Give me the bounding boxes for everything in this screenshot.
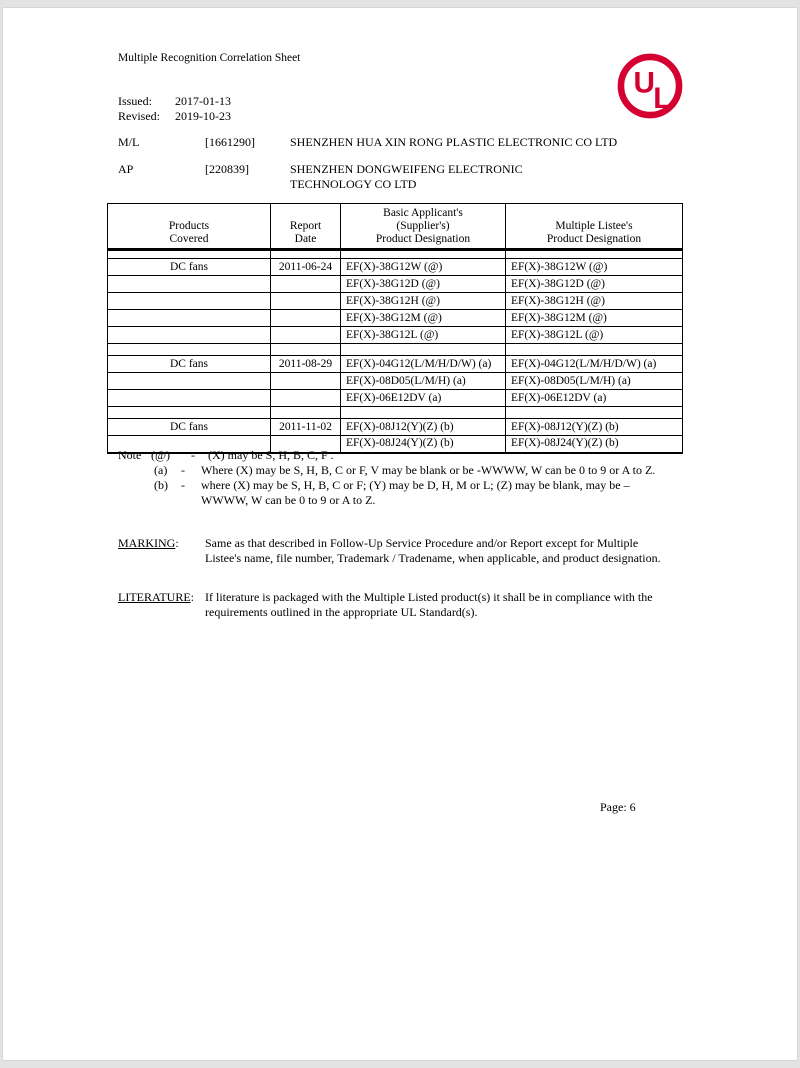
marking-section <box>118 536 668 566</box>
ml-party-row <box>118 135 650 150</box>
page-title: Multiple Recognition Correlation Sheet <box>118 52 301 64</box>
table-separator-row <box>108 344 683 356</box>
note-dash: - <box>191 448 195 462</box>
ap-company-name-line2: TECHNOLOGY CO LTD <box>290 177 417 191</box>
issued-row <box>118 94 231 109</box>
literature-section <box>118 590 668 620</box>
products-covered-cell: DC fans <box>108 356 271 373</box>
ul-logo-icon <box>616 53 684 119</box>
ml-file-number: [1661290] <box>205 135 255 149</box>
supplier-designation-cell: EF(X)-04G12(L/M/H/D/W) (a) <box>341 356 506 373</box>
table-separator-row <box>108 407 683 419</box>
supplier-designation-cell: EF(X)-08J24(Y)(Z) (b) <box>341 436 506 453</box>
parties-block <box>118 135 650 204</box>
issued-label: Issued: <box>118 94 152 108</box>
table-header-row <box>108 204 683 250</box>
listee-designation-cell: EF(X)-04G12(L/M/H/D/W) (a) <box>506 356 683 373</box>
ap-code: AP <box>118 162 134 176</box>
document-page <box>3 8 797 1060</box>
listee-designation-cell: EF(X)-08D05(L/M/H) (a) <box>506 373 683 390</box>
note-symbol: (@) <box>151 448 171 462</box>
revised-date: 2019-10-23 <box>175 109 231 123</box>
ap-company-name-line1: SHENZHEN DONGWEIFENG ELECTRONIC <box>290 162 523 176</box>
literature-label: LITERATURE: <box>118 590 194 604</box>
supplier-designation-cell: EF(X)-08D05(L/M/H) (a) <box>341 373 506 390</box>
note-b-line <box>118 478 678 508</box>
table-row <box>108 276 683 293</box>
listee-designation-cell: EF(X)-38G12W (@) <box>506 259 683 276</box>
page-number: Page: 6 <box>600 800 636 814</box>
supplier-designation-cell: EF(X)-06E12DV (a) <box>341 390 506 407</box>
report-date-cell: 2011-11-02 <box>271 419 341 436</box>
revised-row <box>118 109 231 124</box>
ap-party-row <box>118 162 650 192</box>
note-at-line <box>118 448 678 463</box>
table-row <box>108 327 683 344</box>
report-date-cell: 2011-08-29 <box>271 356 341 373</box>
note-label: Note <box>118 448 142 462</box>
ml-company-name-line1: SHENZHEN HUA XIN RONG PLASTIC ELECTRONIC CO LTD <box>290 135 618 149</box>
column-header-listee-designation: Multiple Listee's Product Designation <box>506 204 683 250</box>
note-a-line <box>118 463 678 478</box>
revised-label: Revised: <box>118 109 160 123</box>
note-text: (X) may be S, H, B, C, F . <box>208 448 334 462</box>
table-row <box>108 356 683 373</box>
notes-block <box>118 448 678 508</box>
column-header-report-date: Report Date <box>271 204 341 250</box>
note-a-label: (a) <box>154 463 168 477</box>
supplier-designation-cell: EF(X)-38G12D (@) <box>341 276 506 293</box>
listee-designation-cell: EF(X)-06E12DV (a) <box>506 390 683 407</box>
literature-text: If literature is packaged with the Multiple Listed product(s) it shall be in compliance with the requirements outlined in the appropriate UL Standard(s). <box>205 590 653 619</box>
ml-company-name <box>290 135 650 150</box>
correlation-table <box>107 203 683 454</box>
ap-company-name <box>290 162 650 192</box>
listee-designation-cell: EF(X)-08J24(Y)(Z) (b) <box>506 436 683 453</box>
ul-logo-letter-u: U <box>633 66 655 100</box>
note-b-label: (b) <box>154 478 168 492</box>
report-date-cell: 2011-06-24 <box>271 259 341 276</box>
table-row <box>108 259 683 276</box>
ul-logo-svg <box>616 53 684 119</box>
listee-designation-cell: EF(X)-38G12H (@) <box>506 293 683 310</box>
supplier-designation-cell: EF(X)-38G12W (@) <box>341 259 506 276</box>
supplier-designation-cell: EF(X)-38G12H (@) <box>341 293 506 310</box>
marking-label: MARKING: <box>118 536 179 550</box>
listee-designation-cell: EF(X)-38G12L (@) <box>506 327 683 344</box>
column-header-supplier-designation: Basic Applicant's (Supplier's) Product Designation <box>341 204 506 250</box>
table-row <box>108 293 683 310</box>
note-a-dash: - <box>181 463 185 477</box>
products-covered-cell: DC fans <box>108 419 271 436</box>
note-b-dash: - <box>181 478 185 492</box>
table-row <box>108 390 683 407</box>
note-a-text: Where (X) may be S, H, B, C or F, V may be blank or be -WWWW, W can be 0 to 9 or A to Z. <box>201 463 656 477</box>
ap-file-number: [220839] <box>205 162 249 176</box>
listee-designation-cell: EF(X)-08J12(Y)(Z) (b) <box>506 419 683 436</box>
listee-designation-cell: EF(X)-38G12M (@) <box>506 310 683 327</box>
ml-code: M/L <box>118 135 140 149</box>
issue-revision-block <box>118 94 231 124</box>
table-row <box>108 373 683 390</box>
products-covered-cell: DC fans <box>108 259 271 276</box>
table-row <box>108 310 683 327</box>
table-spacer-row <box>108 250 683 259</box>
ul-logo-letter-l: L <box>653 81 672 115</box>
supplier-designation-cell: EF(X)-38G12M (@) <box>341 310 506 327</box>
marking-text: Same as that described in Follow-Up Service Procedure and/or Report except for Multiple Listee's name, file number, Trademark / Tradename, when applicable, and product designation. <box>205 536 661 565</box>
note-b-text: where (X) may be S, H, B, C or F; (Y) may be D, H, M or L; (Z) may be blank, may be –WWWW, W can be 0 to 9 or A to Z. <box>201 478 630 507</box>
supplier-designation-cell: EF(X)-08J12(Y)(Z) (b) <box>341 419 506 436</box>
table-row <box>108 419 683 436</box>
column-header-products-covered: Products Covered <box>108 204 271 250</box>
supplier-designation-cell: EF(X)-38G12L (@) <box>341 327 506 344</box>
issued-date: 2017-01-13 <box>175 94 231 108</box>
listee-designation-cell: EF(X)-38G12D (@) <box>506 276 683 293</box>
